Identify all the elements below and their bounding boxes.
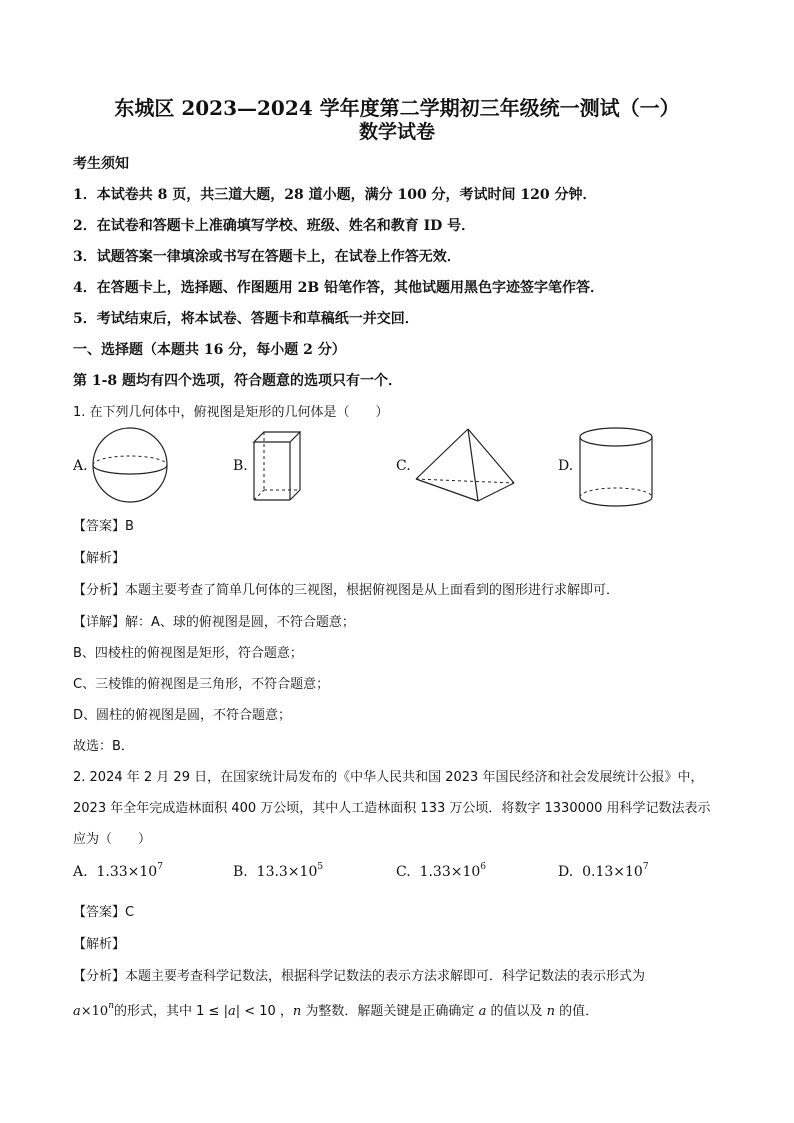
- cylinder-icon: [577, 425, 655, 511]
- q2-analysis: 【分析】本题主要考查科学记数法，根据科学记数法的表示方法求解即可．科学记数法的表示形式为: [73, 969, 646, 984]
- notice-item-3: 3．试题答案一律填涂或书写在答题卡上，在试卷上作答无效．: [73, 249, 461, 265]
- rectangular-prism-icon: [250, 428, 304, 504]
- q2-stem-line-3: 应为（ ）: [73, 832, 152, 847]
- notice-item-5: 5．考试结束后，将本试卷、答题卡和草稿纸一并交回．: [73, 311, 419, 327]
- exam-title: 东城区 2023—2024 学年度第二学期初三年级统一测试（一）: [114, 96, 680, 120]
- exam-subtitle: 数学试卷: [358, 121, 435, 143]
- q2-answer: 【答案】C: [73, 905, 135, 920]
- q1-answer: 【答案】B: [73, 519, 134, 534]
- q1-line-c: C、三棱锥的俯视图是三角形，不符合题意；: [73, 677, 330, 692]
- q1-analysis-title: 【解析】: [73, 551, 126, 566]
- q1-option-d-label: D.: [558, 458, 574, 474]
- q1-option-c-label: C.: [396, 458, 411, 474]
- q1-detail: 【详解】解：A、球的俯视图是圆，不符合题意；: [73, 615, 355, 630]
- q2-option-b: B. $13.3\times 10^5$: [233, 862, 324, 880]
- notice-heading: 考生须知: [73, 156, 129, 172]
- q2-option-d: D. $0.13\times 10^7$: [558, 862, 649, 880]
- q1-line-d: D、圆柱的俯视图是圆，不符合题意；: [73, 708, 292, 723]
- q2-stem-line-2: 2023 年全年完成造林面积 400 万公顷，其中人工造林面积 133 万公顷．将数字 1330000 用科学记数法表示: [73, 801, 711, 816]
- q2-stem-line-1: 2. 2024 年 2 月 29 日，在国家统计局发布的《中华人民共和国 2023 年国民经济和社会发展统计公报》中，: [73, 770, 704, 785]
- q1-analysis: 【分析】本题主要考查了简单几何体的三视图，根据俯视图是从上面看到的图形进行求解即可．: [73, 583, 620, 598]
- q2-option-a: A. $1.33\times 10^7$: [73, 862, 163, 880]
- notice-item-1: 1．本试卷共 8 页，共三道大题，28 道小题，满分 100 分，考试时间 120 分钟．: [73, 187, 597, 203]
- q1-option-b-label: B.: [233, 458, 248, 474]
- q2-analysis-title: 【解析】: [73, 937, 126, 952]
- notice-item-2: 2．在试卷和答题卡上准确填写学校、班级、姓名和教育 ID 号．: [73, 218, 476, 234]
- section-heading: 一、选择题（本题共 16 分，每小题 2 分）: [73, 342, 346, 358]
- q2-analysis-formula: $a\times 10^n$的形式，其中 1 ≤ |a| < 10 ，n 为整数．解题关键是正确确定 a 的值以及 n 的值．: [73, 1001, 599, 1019]
- section-instruction: 第 1-8 题均有四个选项，符合题意的选项只有一个．: [73, 373, 403, 389]
- q1-line-b: B、四棱柱的俯视图是矩形，符合题意；: [73, 646, 303, 661]
- q1-option-a-label: A.: [73, 458, 88, 474]
- q2-option-c: C. $1.33\times 10^6$: [396, 862, 487, 880]
- q1-conclusion: 故选：B．: [73, 739, 134, 754]
- triangular-pyramid-icon: [414, 425, 518, 505]
- q1-stem: 1. 在下列几何体中，俯视图是矩形的几何体是（ ）: [73, 405, 389, 420]
- notice-item-4: 4．在答题卡上，选择题、作图题用 2B 铅笔作答，其他试题用黑色字迹签字笔作答．: [73, 280, 605, 296]
- sphere-icon: [90, 425, 170, 505]
